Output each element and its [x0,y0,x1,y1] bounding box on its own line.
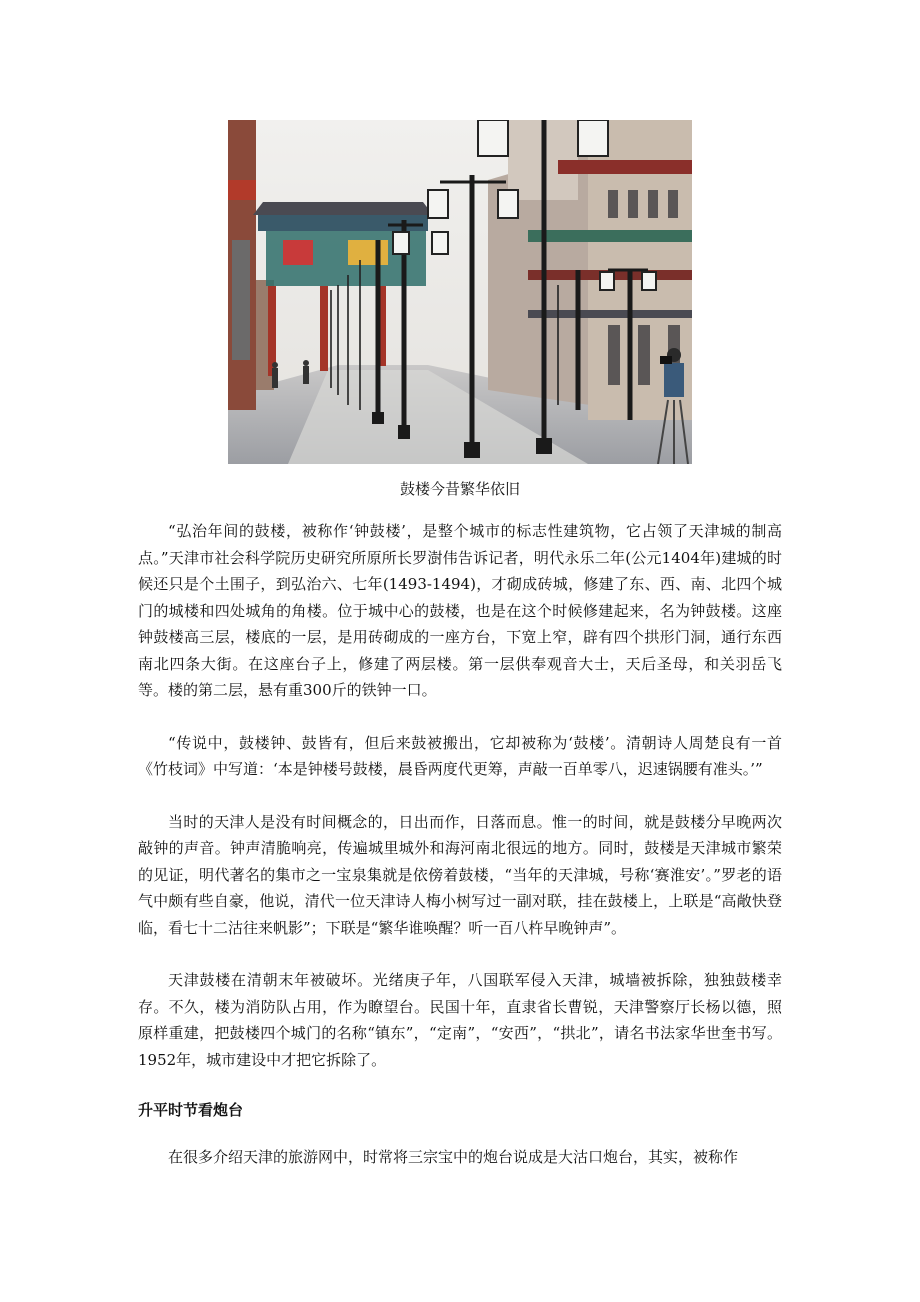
paragraph-5: 在很多介绍天津的旅游网中，时常将三宗宝中的炮台说成是大沽口炮台，其实，被称作 [168,1148,739,1166]
paragraph-4: 天津鼓楼在清朝末年被破坏。光绪庚子年，八国联军侵入天津，城墙被拆除，独独鼓楼幸存。不久，楼为消防队占用，作为瞭望台。民国十年，直隶省长曹锐，天津警察厅长杨以德，照原样重建，把鼓楼四个城门的名称“镇东”，“定南”，“安西”，“拱北”，请名书法家华世奎书写。1952年，城市建设中才把它拆除了。 [138,971,782,1069]
paragraph-1: “弘治年间的鼓楼，被称作‘钟鼓楼’，是整个城市的标志性建筑物，它占领了天津城的制高点。”天津市社会科学院历史研究所原所长罗澍伟告诉记者，明代永乐二年(公元1404年)建城的时候还只是个土围子，到弘治六、七年(1493-1494)，才砌成砖城，修建了东、西、南、北四个城门的城楼和四处城角的角楼。位于城中心的鼓楼，也是在这个时候修建起来，名为钟鼓楼。这座钟鼓楼高三层，楼底的一层，是用砖砌成的一座方台，下宽上窄，辟有四个拱形门洞，通行东西南北四条大街。在这座台子上，修建了两层楼。第一层供奉观音大士，天后圣母，和关羽岳飞等。楼的第二层，悬有重300斤的铁钟一口。 [138,522,782,699]
paragraph-3: 当时的天津人是没有时间概念的，日出而作，日落而息。惟一的时间，就是鼓楼分早晚两次敲钟的声音。钟声清脆响亮，传遍城里城外和海河南北很远的地方。同时，鼓楼是天津城市繁荣的见证，明代著名的集市之一宝泉集就是依傍着鼓楼，“当年的天津城，号称‘赛淮安’。”罗老的语气中颇有些自豪，他说，清代一位天津诗人梅小树写过一副对联，挂在鼓楼上，上联是“高敞快登临，看七十二沽往来帆影”；下联是“繁华谁唤醒？听一百八杵早晚钟声”。 [138,812,782,937]
street-photo [228,120,692,464]
paragraph-2: “传说中，鼓楼钟、鼓皆有，但后来鼓被搬出，它却被称为‘鼓楼’。清朝诗人周楚良有一首《竹枝词》中写道：‘本是钟楼号鼓楼，晨昏两度代更筹，声敲一百单零八，迟速锅腰有准头。’” [138,733,782,778]
article-body [138,518,782,1197]
section-heading: 升平时节看炮台 [138,1101,244,1119]
photo-caption: 鼓楼今昔繁华依旧 [399,480,520,498]
